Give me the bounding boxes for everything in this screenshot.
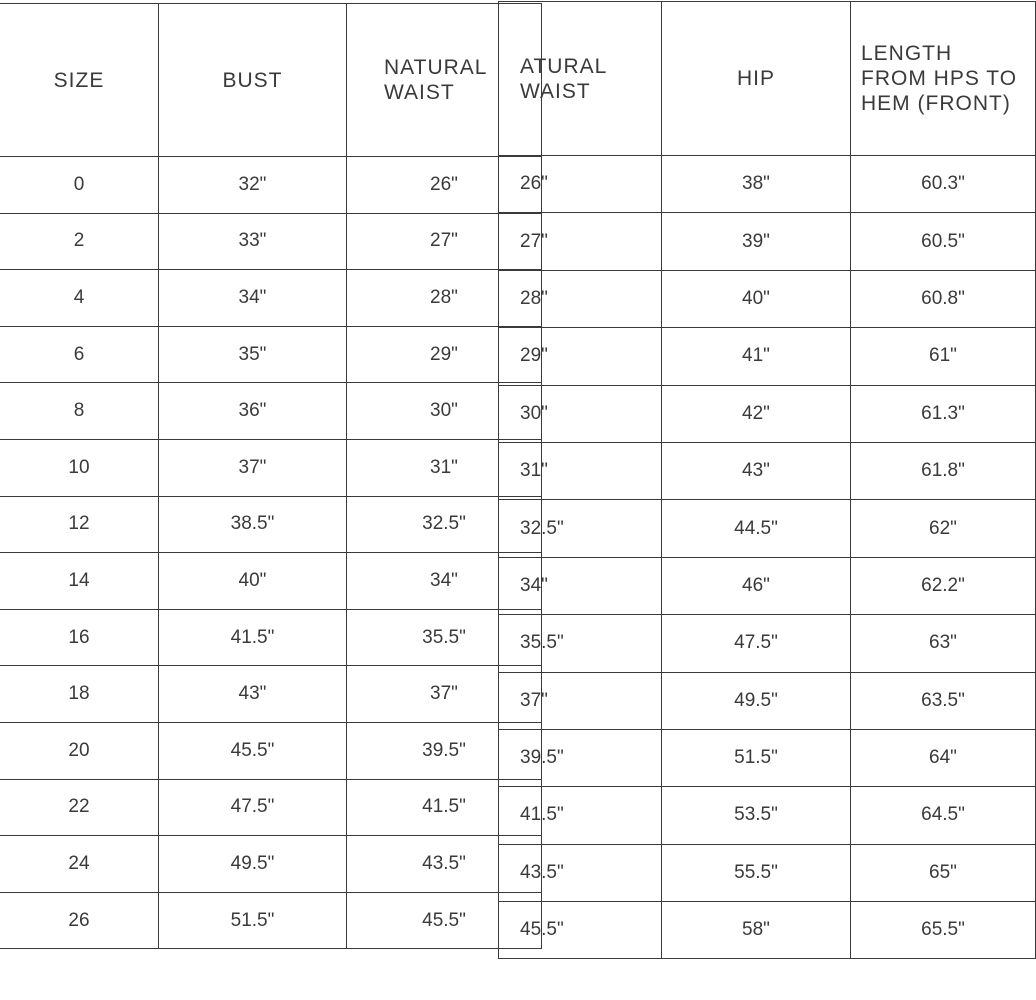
size-cell: 14 [0,553,159,610]
table-row [0,779,542,836]
size-cell: 20 [0,722,159,779]
size-cell: 2 [0,213,159,270]
hip-cell: 55.5" [662,844,851,901]
header-natural-waist-clipped: ATURAL WAIST [499,2,662,156]
size-cell: 6 [0,326,159,383]
table-row [499,442,1036,499]
size-chart-table-left [0,3,542,949]
header-size: SIZE [0,4,159,157]
natural-waist-cell: 27" [499,213,662,270]
table-row [0,383,542,440]
table-row [499,156,1036,213]
natural-waist-cell: 31" [347,439,542,496]
length-cell: 63" [851,615,1036,672]
table-body-right [499,156,1036,959]
table-row [0,722,542,779]
size-chart-table-right [498,1,1036,959]
length-cell: 64" [851,729,1036,786]
natural-waist-cell: 26" [499,156,662,213]
table-row [0,609,542,666]
length-cell: 61" [851,328,1036,385]
natural-waist-cell: 29" [499,328,662,385]
bust-cell: 49.5" [159,836,347,893]
length-cell: 62.2" [851,557,1036,614]
natural-waist-cell: 34" [499,557,662,614]
table-row [499,270,1036,327]
natural-waist-cell: 37" [499,672,662,729]
natural-waist-cell: 45.5" [347,892,542,949]
size-cell: 16 [0,609,159,666]
header-bust: BUST [159,4,347,157]
table-row [499,500,1036,557]
bust-cell: 35" [159,326,347,383]
natural-waist-cell: 28" [347,270,542,327]
hip-cell: 42" [662,385,851,442]
header-row [0,4,542,157]
length-cell: 61.8" [851,442,1036,499]
size-cell: 24 [0,836,159,893]
bust-cell: 32" [159,157,347,214]
table-row [0,213,542,270]
hip-cell: 40" [662,270,851,327]
natural-waist-cell: 45.5" [499,902,662,959]
natural-waist-cell: 30" [347,383,542,440]
table-row [499,844,1036,901]
table-row [499,787,1036,844]
table-row [499,328,1036,385]
bust-cell: 37" [159,439,347,496]
table-row [0,892,542,949]
bust-cell: 47.5" [159,779,347,836]
table-row [0,553,542,610]
hip-cell: 44.5" [662,500,851,557]
table-row [499,672,1036,729]
size-cell: 26 [0,892,159,949]
bust-cell: 38.5" [159,496,347,553]
natural-waist-cell: 30" [499,385,662,442]
natural-waist-cell: 31" [499,442,662,499]
hip-cell: 49.5" [662,672,851,729]
table-row [499,213,1036,270]
size-chart-right-half [500,0,1018,1000]
length-cell: 64.5" [851,787,1036,844]
table-row [499,729,1036,786]
natural-waist-cell: 39.5" [347,722,542,779]
size-cell: 0 [0,157,159,214]
hip-cell: 41" [662,328,851,385]
table-row [499,385,1036,442]
length-cell: 61.3" [851,385,1036,442]
natural-waist-cell: 35.5" [499,615,662,672]
header-natural-waist: NATURAL WAIST [347,4,542,157]
size-cell: 22 [0,779,159,836]
length-cell: 65" [851,844,1036,901]
table-row [499,615,1036,672]
table-row [499,557,1036,614]
table-row [0,439,542,496]
hip-cell: 51.5" [662,729,851,786]
bust-cell: 51.5" [159,892,347,949]
hip-cell: 53.5" [662,787,851,844]
table-row [0,326,542,383]
bust-cell: 45.5" [159,722,347,779]
hip-cell: 46" [662,557,851,614]
bust-cell: 41.5" [159,609,347,666]
natural-waist-cell: 34" [347,553,542,610]
hip-cell: 43" [662,442,851,499]
natural-waist-cell: 37" [347,666,542,723]
bust-cell: 36" [159,383,347,440]
hip-cell: 39" [662,213,851,270]
size-cell: 4 [0,270,159,327]
natural-waist-cell: 43.5" [347,836,542,893]
table-row [0,496,542,553]
header-row [499,2,1036,156]
size-chart-left-half [0,0,500,1000]
size-cell: 8 [0,383,159,440]
hip-cell: 38" [662,156,851,213]
natural-waist-cell: 41.5" [499,787,662,844]
header-hip: HIP [662,2,851,156]
natural-waist-cell: 39.5" [499,729,662,786]
natural-waist-cell: 32.5" [347,496,542,553]
length-cell: 60.5" [851,213,1036,270]
length-cell: 60.3" [851,156,1036,213]
hip-cell: 47.5" [662,615,851,672]
natural-waist-cell: 28" [499,270,662,327]
table-body-left [0,157,542,949]
length-cell: 60.8" [851,270,1036,327]
bust-cell: 34" [159,270,347,327]
bust-cell: 40" [159,553,347,610]
natural-waist-cell: 26" [347,157,542,214]
table-row [0,270,542,327]
natural-waist-cell: 27" [347,213,542,270]
hip-cell: 58" [662,902,851,959]
length-cell: 63.5" [851,672,1036,729]
table-row [0,836,542,893]
bust-cell: 33" [159,213,347,270]
table-row [0,157,542,214]
natural-waist-cell: 35.5" [347,609,542,666]
length-cell: 62" [851,500,1036,557]
natural-waist-cell: 32.5" [499,500,662,557]
natural-waist-cell: 29" [347,326,542,383]
size-cell: 10 [0,439,159,496]
header-length: LENGTH FROM HPS TO HEM (FRONT) [851,2,1036,156]
table-row [499,902,1036,959]
size-cell: 12 [0,496,159,553]
length-cell: 65.5" [851,902,1036,959]
natural-waist-cell: 41.5" [347,779,542,836]
size-cell: 18 [0,666,159,723]
natural-waist-cell: 43.5" [499,844,662,901]
table-row [0,666,542,723]
bust-cell: 43" [159,666,347,723]
